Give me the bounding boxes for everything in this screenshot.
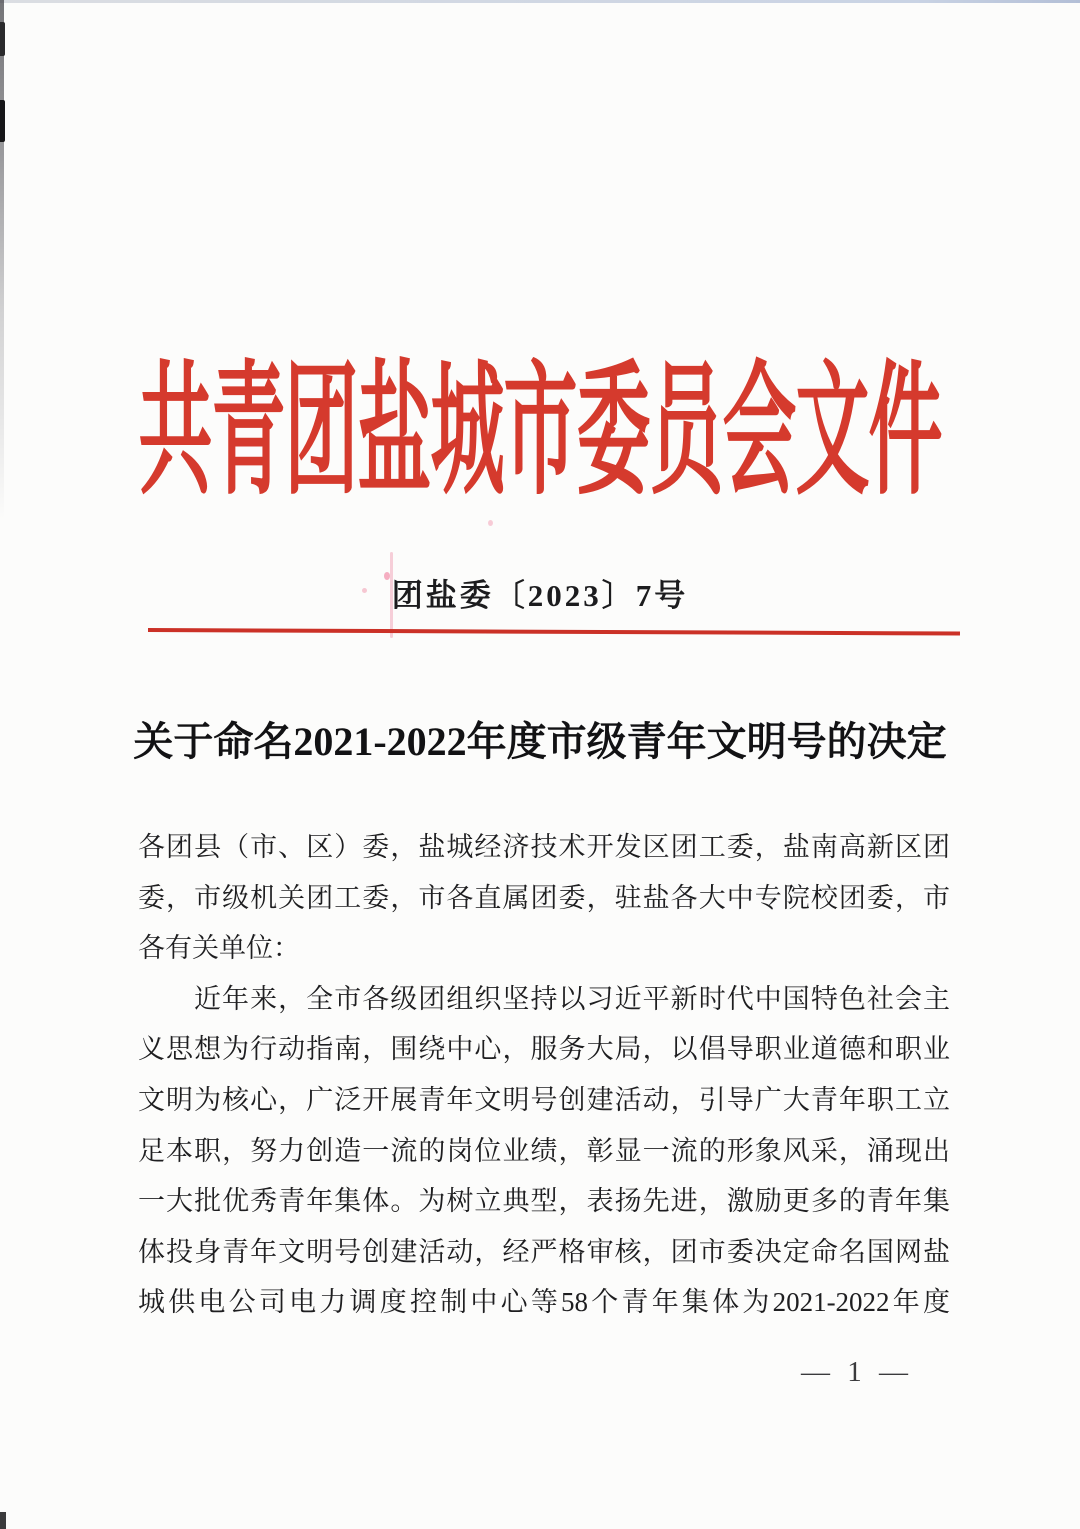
page-number: — 1 —	[801, 1356, 913, 1388]
body-line-paragraph-start: 近年来，全市各级团组织坚持以习近平新时代中国特色社会主	[194, 983, 950, 1014]
document-title: 关于命名2021-2022年度市级青年文明号的决定	[133, 719, 947, 764]
letterhead-org-title: 共青团盐城市委员会文件	[138, 353, 942, 514]
letterhead	[0, 343, 1080, 514]
red-separator-rule	[148, 628, 960, 636]
body-line-salutation: 各有关单位：	[138, 933, 300, 964]
scan-edge-mark	[0, 1512, 6, 1529]
scan-top-edge-artifact	[0, 0, 1080, 3]
body-line: 各团县（市、区）委，盐城经济技术开发区团工委，盐南高新区团	[138, 832, 950, 862]
scan-edge-mark	[0, 100, 5, 142]
body-line: 体投身青年文明号创建活动，经严格审核，团市委决定命名国网盐	[138, 1236, 950, 1267]
body-line: 义思想为行动指南，围绕中心，服务大局，以倡导职业道德和职业	[138, 1034, 950, 1065]
document-body	[138, 822, 950, 1328]
body-line: 委，市级机关团工委，市各直属团委，驻盐各大中专院校团委，市	[138, 882, 950, 913]
body-line: 一大批优秀青年集体。为树立典型，表扬先进，激励更多的青年集	[138, 1186, 950, 1217]
document-reference-number: 团盐委〔2023〕7号	[391, 578, 689, 613]
body-line: 城供电公司电力调度控制中心等58个青年集体为2021-2022年度	[138, 1287, 950, 1318]
scan-edge-mark	[0, 22, 5, 56]
body-line: 足本职，努力创造一流的岗位业绩，彰显一流的形象风采，涌现出	[138, 1135, 950, 1166]
body-line: 文明为核心，广泛开展青年文明号创建活动，引导广大青年职工立	[138, 1084, 950, 1115]
